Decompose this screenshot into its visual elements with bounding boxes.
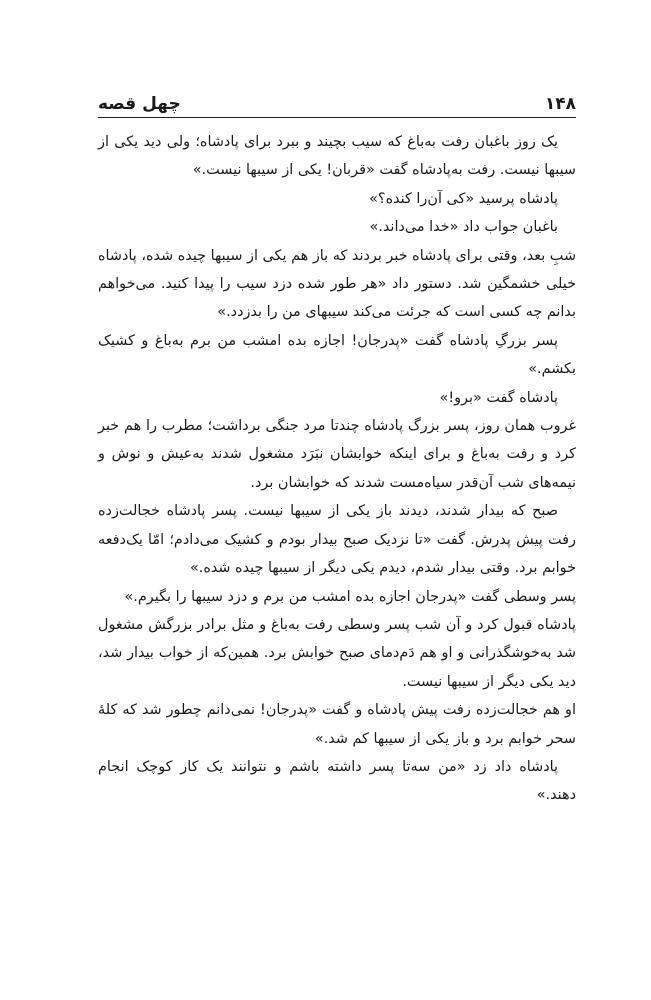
paragraph: صبح که بیدار شدند، دیدند باز یکی از سیبها نیست. پسر پادشاه خجالت‌زده رفت پیش پدرش. گفت «تا نزدیک صبح بیدار بودم و کشیک می‌دادم؛ امّا یک‌دفعه خوابم برد. وقتی بیدار شدم، دیدم یکی دیگر از سیبها چیده شده.» bbox=[98, 503, 576, 577]
story-body bbox=[98, 128, 576, 810]
paragraph: یک روز باغبان رفت به‌باغ که سیب بچیند و ببرد برای پادشاه؛ ولی دید یکی از سیبها نیست. رفت به‌پادشاه گفت «قربان! یکی از سیبها نیست.» bbox=[98, 134, 576, 179]
paragraph: شبِ بعد، وقتی برای پادشاه خبر بردند که باز هم یکی از سیبها چیده شده، پادشاه خیلی خشمگین شد. دستور داد «هر طور شده دزد سیب را پیدا کنید. می‌خواهم بدانم چه کسی است که جرئت می‌کند سیبهای من را بدزدد.» bbox=[98, 247, 576, 321]
paragraph: او هم خجالت‌زده رفت پیش پادشاه و گفت «پدرجان! نمی‌دانم چطور شد که کلهٔ سحر خوابم برد و باز یکی از سیبها کم شد.» bbox=[98, 702, 576, 747]
paragraph: پادشاه قبول کرد و آن شب پسر وسطی رفت به‌باغ و مثل برادر بزرگش مشغول شد به‌خوشگذرانی و او هم دَم‌دمای صبح خوابش برد. همین‌که از خواب بیدار شد، دید یکی دیگر از سیبها نیست. bbox=[98, 616, 576, 690]
paragraph: پادشاه گفت «برو!» bbox=[439, 389, 558, 406]
book-title: چهل قصه bbox=[98, 94, 181, 114]
paragraph: پسر وسطی گفت «پدرجان اجازه بده امشب من برم و دزد سیبها را بگیرم.» bbox=[124, 588, 576, 605]
paragraph: پادشاه پرسید «کی آن‌را کنده؟» bbox=[369, 190, 558, 207]
paragraph: غروب همان روز، پسر بزرگ پادشاه چندتا مرد جنگی برداشت؛ مطرب را هم خبر کرد و رفت به‌باغ و برای اینکه خوابشان نبَرَد مشغول شدند به‌عیش و نوش و نیمه‌های شب آن‌قدر سیاه‌مست شدند که خوابشان برد. bbox=[98, 418, 576, 491]
paragraph: باغبان جواب داد «خدا می‌داند.» bbox=[369, 219, 558, 236]
header-rule bbox=[98, 117, 576, 118]
paragraph: پسر بزرگِ پادشاه گفت «پدرجان! اجازه بده امشب من برم به‌باغ و کشیک بکشم.» bbox=[98, 332, 576, 378]
page-number: ۱۴۸ bbox=[544, 94, 576, 114]
running-header bbox=[98, 86, 576, 116]
paragraph: پادشاه داد زد «من سه‌تا پسر داشته باشم و نتوانند یک کار کوچک انجام دهند.» bbox=[98, 758, 576, 804]
